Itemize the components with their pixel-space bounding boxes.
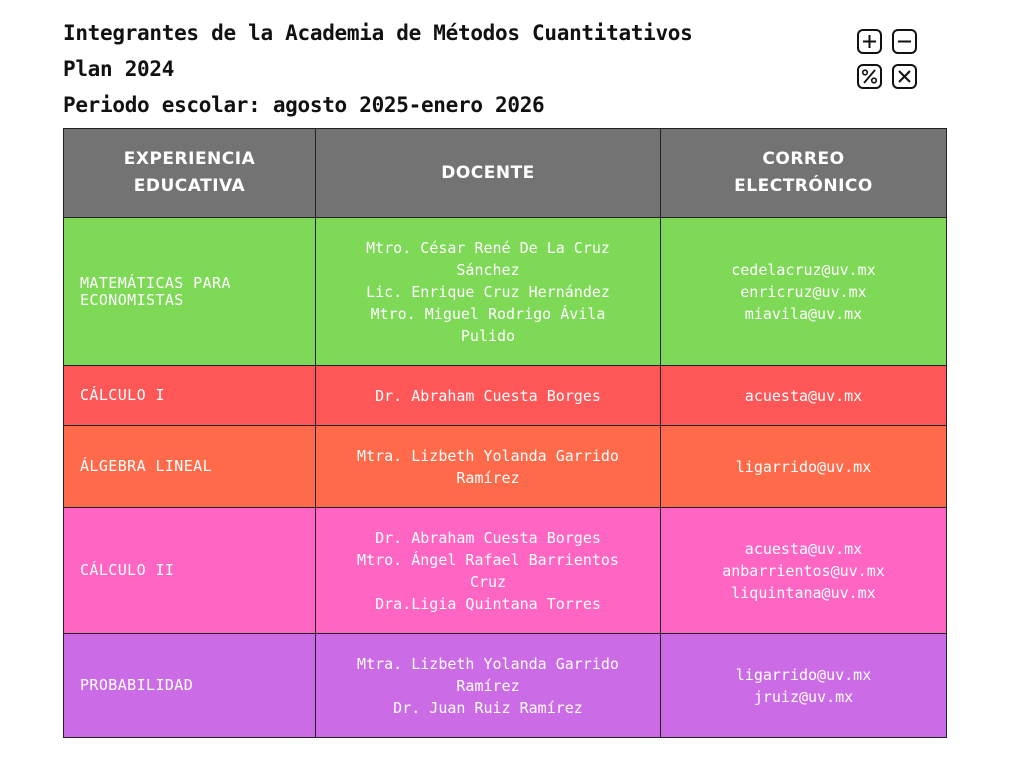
- teacher-name: Cruz: [469, 572, 507, 591]
- plan-label: Plan 2024: [63, 57, 175, 81]
- multiply-icon: [892, 64, 917, 89]
- teacher-name: Mtro. Miguel Rodrigo Ávila: [370, 304, 606, 323]
- teacher-name: Mtra. Lizbeth Yolanda Garrido: [357, 446, 619, 465]
- email-address[interactable]: enricruz@uv.mx: [740, 282, 867, 301]
- teacher-name: Dra.Ligia Quintana Torres: [375, 594, 601, 613]
- email-cell: [661, 508, 947, 634]
- teacher-cell: [316, 508, 661, 634]
- teacher-cell: [316, 426, 661, 508]
- teacher-cell: [316, 634, 661, 738]
- teacher-name: Pulido: [460, 326, 516, 345]
- subject-cell: [63, 634, 316, 738]
- email-address[interactable]: miavila@uv.mx: [744, 304, 863, 323]
- teacher-name: Mtro. Ángel Rafael Barrientos: [357, 550, 619, 569]
- email-address[interactable]: jruiz@uv.mx: [753, 687, 854, 706]
- header-subject: EXPERIENCIA EDUCATIVA: [63, 128, 316, 218]
- subject-name: ÁLGEBRA LINEAL: [80, 457, 213, 475]
- minus-icon: [892, 29, 917, 54]
- teacher-name: Mtro. César René De La Cruz: [366, 238, 610, 257]
- teacher-name: Dr. Abraham Cuesta Borges: [375, 386, 601, 405]
- email-cell: [661, 426, 947, 508]
- teacher-name: Sánchez: [456, 260, 520, 279]
- header-email: CORREO ELECTRÓNICO: [661, 128, 947, 218]
- table-row: [63, 366, 947, 426]
- subject-cell: [63, 508, 316, 634]
- subject-name: PROBABILIDAD: [80, 676, 194, 694]
- table-row: [63, 426, 947, 508]
- percent-icon: [857, 64, 882, 89]
- title-block: [63, 17, 693, 125]
- teacher-cell: [316, 218, 661, 366]
- email-address[interactable]: cedelacruz@uv.mx: [731, 260, 876, 279]
- email-address[interactable]: ligarrido@uv.mx: [735, 665, 872, 684]
- email-address[interactable]: liquintana@uv.mx: [731, 583, 876, 602]
- teacher-name: Dr. Abraham Cuesta Borges: [375, 528, 601, 547]
- email-address[interactable]: ligarrido@uv.mx: [735, 457, 872, 476]
- subject-cell: [63, 366, 316, 426]
- subject-cell: [63, 426, 316, 508]
- subject-name: CÁLCULO I: [80, 386, 165, 404]
- period-label: Periodo escolar: agosto 2025-enero 2026: [63, 93, 545, 117]
- table-row: [63, 218, 947, 366]
- math-icons: [857, 29, 921, 92]
- subject-name: MATEMÁTICAS PARA ECONOMISTAS: [80, 273, 231, 309]
- email-address[interactable]: anbarrientos@uv.mx: [722, 561, 885, 580]
- email-cell: [661, 634, 947, 738]
- subject-cell: [63, 218, 316, 366]
- plus-icon: [857, 29, 882, 54]
- page-title: Integrantes de la Academia de Métodos Cuantitativos: [63, 21, 693, 45]
- teacher-name: Lic. Enrique Cruz Hernández: [366, 282, 610, 301]
- subject-name: CÁLCULO II: [80, 561, 175, 579]
- email-address[interactable]: acuesta@uv.mx: [744, 539, 863, 558]
- table-row: [63, 634, 947, 738]
- email-cell: [661, 218, 947, 366]
- teacher-name: Dr. Juan Ruiz Ramírez: [393, 698, 583, 717]
- table-row: [63, 508, 947, 634]
- teacher-name: Ramírez: [456, 468, 520, 487]
- teacher-cell: [316, 366, 661, 426]
- teacher-name: Mtra. Lizbeth Yolanda Garrido: [357, 654, 619, 673]
- teacher-name: Ramírez: [456, 676, 520, 695]
- table-header: [63, 128, 947, 218]
- email-address[interactable]: acuesta@uv.mx: [744, 386, 863, 405]
- header-teacher: DOCENTE: [316, 128, 661, 218]
- email-cell: [661, 366, 947, 426]
- faculty-table: [63, 128, 947, 739]
